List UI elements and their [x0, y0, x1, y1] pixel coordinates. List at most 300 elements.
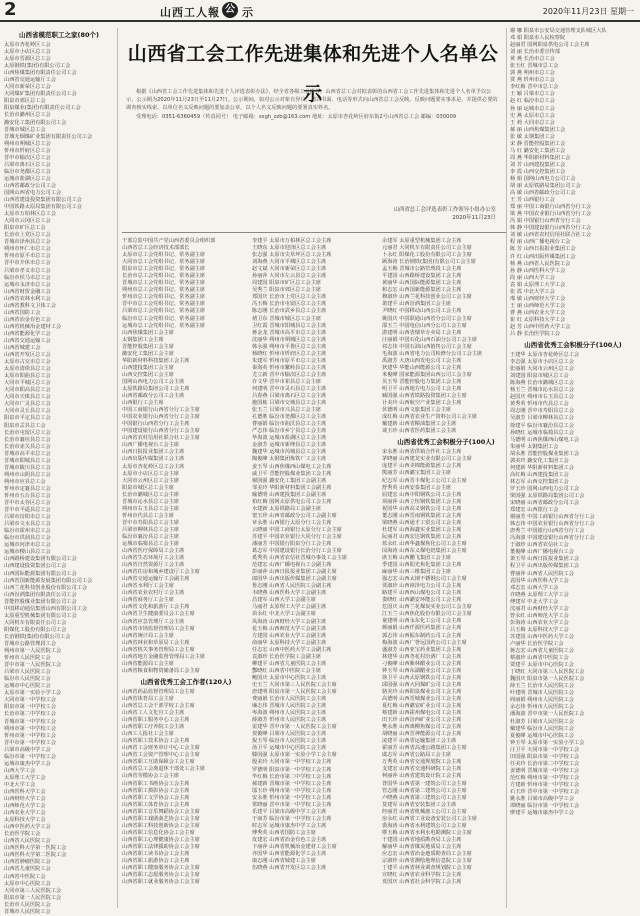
list-item: 晋城市陵川县总工会 [4, 464, 51, 471]
list-item: 雷建华 晋中市第一人民医院工会主席 [252, 724, 337, 731]
list-item: 朱丽华 太钢集团工会 [510, 443, 559, 450]
list-item: 临汾市人民医院工会 [4, 676, 51, 683]
list-item: 山西医科大学第二医院工会 [4, 852, 67, 859]
section-heading: 山西省优秀工会积极分子(100人) [524, 341, 622, 350]
list-item: 运城市康杰中学工会 [4, 760, 51, 767]
page-number: 2 [4, 0, 17, 20]
list-item: 曹丽娟 临汾市曲沃县总工会主席 [252, 421, 327, 428]
list-item: 刘 丽 长治市委宣传部 [510, 49, 560, 56]
list-item: 郝 丽 山西焦煤集团工会 [510, 126, 566, 133]
list-item: 王 丽 山西师范大学工会 [510, 302, 566, 309]
list-item: 余志伟 忻州市人民医院工会 [510, 704, 574, 711]
list-item: 晋城市人民医院工会 [4, 908, 51, 915]
list-item: 山西省儿童医院工会 [4, 866, 51, 873]
list-item: 郭 燕 朔州市总工会 [510, 70, 555, 77]
right-column [506, 28, 636, 908]
list-item: 程 丽 山西广播电视台工会 [510, 239, 571, 246]
list-item: 山西省体育局工会主席 [122, 695, 174, 702]
list-item: 长治市襄垣县总工会 [4, 436, 51, 443]
list-item: 舒秀英 山西安泰集团工会主席 [382, 484, 452, 491]
list-item: 金淑芳 运城市新绛县总工会主席 [252, 442, 327, 449]
list-item: 孙晓红 运城市临猗县总工会 [510, 429, 574, 436]
section-heading: 山西省模范职工之家(80个) [19, 31, 99, 39]
list-item: 山西焦煤集团有限责任公司工会 [4, 70, 77, 77]
list-item: 薛玉兰 长治市人民医院工会 [510, 683, 574, 690]
list-item: 山西省职工健康服务协会工会主席 [122, 865, 200, 872]
list-item: 何建新 华阳新材料集团工会 [510, 464, 574, 471]
list-item: 忻州市人民医院工会 [4, 655, 51, 662]
list-item: 许文华 晋中市祁县总工会主席 [252, 378, 322, 385]
list-item: 何建明 晋中市灵石县总工会主席 [252, 385, 327, 392]
list-item: 山西省应急管理厅工会主席 [122, 618, 185, 625]
middle-column-2 [252, 238, 380, 908]
section-badge: 公 [222, 2, 238, 18]
list-item: 禹淑芳 大唐山西发电公司工会主席 [382, 357, 462, 364]
list-item: 吴秀兰 阳泉市郊区总工会主席 [252, 287, 322, 294]
list-item: 范建宏 山西广播电视台工会副主席 [252, 562, 332, 569]
list-item: 运城市临猗县总工会主席 [122, 541, 180, 548]
list-item: 臧国强 山西省铁路投资集团工会主席 [382, 393, 467, 400]
list-item: 水建新 太原铁路局工会副主席 [252, 505, 322, 512]
list-item: 宣晓红 山西省农业科学院工会主席 [382, 872, 462, 879]
list-item: 杜淑芳 吕梁市人民医院工会 [510, 718, 574, 725]
list-item: 长治市总工会党组书记、常务副主席 [122, 273, 206, 280]
list-item: 明卫平 山西地方电力公司工会主席 [382, 385, 462, 392]
list-item: 山西省职工服务中心工会主席 [122, 717, 190, 724]
list-item: 罗德明 阳泉市第一中学校工会主席 [252, 766, 332, 773]
list-item: 邢 敏 山西财经大学工会 [510, 295, 566, 302]
list-item: 蓝永红 山西华鑫煤焦化公司工会主席 [382, 540, 467, 547]
list-item: 吕梁市人民医院工会 [4, 669, 51, 676]
list-item: 赵国庆 朔州市右玉县总工会 [510, 394, 574, 401]
list-item: 昝国华 山西省第一建筑公司工会主席 [382, 780, 467, 787]
list-item: 支建宏 山西省交通科研院工会主席 [382, 766, 462, 773]
list-item: 山西省职工信息化协会工会主席 [122, 829, 195, 836]
list-item: 吕梁市孝义市总工会 [4, 267, 51, 274]
list-item: 邱国强 山西大同煤矿公司工会主席 [382, 681, 462, 688]
list-item: 太原市万柏林区总工会 [4, 211, 56, 218]
list-item: 庞建平 山西美锦能源集团工会主席 [382, 463, 462, 470]
list-item: 酆晓红 山西省中医院工会主席 [252, 667, 322, 674]
list-item: 卢丽华 长治医学院工会 [510, 640, 564, 647]
list-item: 贾建平 太原市中心医院工会 [510, 662, 574, 669]
list-item: 晋城市城区总工会 [4, 126, 46, 133]
signoff-date: 2020年11月23日 [452, 215, 496, 221]
list-item: 太原理工大学工会 [4, 774, 46, 781]
list-item: 丁建平 山西省林业调查规划院工会主席 [382, 865, 472, 872]
list-item: 运城市稷山县总工会 [4, 549, 51, 556]
list-item: 戴建新 山西省粮油集团工会主席 [382, 421, 457, 428]
list-item: 花玉梅 山西师范大学工会副主席 [252, 625, 327, 632]
list-item: 山西省工会资产管理中心工会主席 [122, 752, 200, 759]
list-item: 昌建军 山西大学工会副主席 [252, 597, 316, 604]
list-item: 严志伟 临汾市乡宁县总工会主席 [252, 428, 327, 435]
list-item: 山西省工会财务审计中心工会主席 [122, 745, 200, 752]
list-item: 干建国 山西省地质勘查局工会主席 [382, 836, 462, 843]
list-item: 余建军 太原重型机械集团工会主席 [382, 238, 462, 244]
list-item: 山西交控集团工会主席 [122, 371, 174, 378]
list-item: 大同市总工会党组书记、常务副主席 [122, 259, 206, 266]
list-item: 华阳新材料科技集团工会主席 [122, 357, 190, 364]
list-item: 陶俊峰 太钢集团炼铁厂工会主席 [252, 456, 327, 463]
list-item: 山西省农业农村厅工会主席 [122, 590, 185, 597]
list-item: 阳煤化工股份有限公司工会 [4, 626, 67, 633]
list-item: 计美玲 山西航空产业集团工会主席 [382, 400, 462, 407]
middle-column-3 [382, 238, 510, 908]
list-item: 阳泉市城区总工会主席 [122, 484, 174, 491]
list-item: 山西路桥建设集团有限公司工会 [4, 556, 77, 563]
list-item: 吕梁市总工会党组书记、常务副主席 [122, 308, 206, 315]
list-item: 伏德明 山西文旅集团工会主席 [382, 407, 452, 414]
list-item: 大同市第一中学校工会 [4, 697, 56, 704]
list-item: 山西省总工会经济技术部部长 [122, 245, 190, 252]
list-item: 山西省职工志愿服务协会工会主席 [122, 872, 200, 879]
list-item: 山西省交通运输厅工会副主席 [122, 576, 190, 583]
list-item: 山西省职工读书协会工会主席 [122, 850, 190, 857]
list-item: 宗淑珍 山西省测绘地理信息院工会主席 [382, 858, 472, 865]
list-item: 山西省劳模协会工会主席 [122, 773, 180, 780]
list-item: 苗永红 中北大学工会副主席 [252, 611, 316, 618]
list-item: 山西日报报业集团工会主席 [122, 449, 185, 456]
list-item: 邓 娟 阳泉市人民检察院 [510, 35, 566, 42]
list-item: 晋城市泽州县总工会 [4, 239, 51, 246]
list-item: 刘建国 阳泉市城区总工会 [510, 373, 569, 380]
signoff [126, 206, 496, 222]
list-item: 曹 燕 山西农业大学工会 [510, 309, 566, 316]
list-item: 山西省人民医院工会 [4, 838, 51, 845]
list-item: 山西建设投资集团公司工会 [4, 563, 67, 570]
list-item: 姚国庆 中国联通山西省分公司工会主席 [382, 315, 472, 322]
list-item: 魏建华 运城市芮城县总工会主席 [252, 449, 327, 456]
list-item: 山西省冶金有色工会 [4, 316, 51, 323]
list-item: 山西省职工法律援助协会工会主席 [122, 843, 200, 850]
list-item: 李志强 太原市小店区总工会 [510, 359, 574, 366]
list-item: 奚秀英 山西省农信社晋城办事处工会主席 [252, 555, 348, 562]
list-item: 喻德明 山西建投集团工会副主席 [252, 491, 327, 498]
list-item: 杨晓红 忻州市忻府区总工会主席 [252, 350, 327, 357]
list-item: 山西省农村信用社联合社工会主席 [122, 435, 200, 442]
list-item: 陈 芳 山西日报报业集团工会 [510, 246, 576, 253]
list-item: 山西省中医院工会 [4, 873, 46, 880]
list-item: 太原市杏花岭区总工会主席 [122, 463, 185, 470]
list-item: 国网山西电力公司工会主席 [122, 378, 185, 385]
list-item: 山西工人报社工会主席 [122, 731, 174, 738]
list-item: 麻丽华 山西三维集团工会主席 [382, 569, 452, 576]
list-item: 穆淑珍 山西兰花科技创业公司工会主席 [382, 294, 472, 301]
list-item: 时志军 运城市康杰中学工会主席 [252, 822, 327, 829]
list-item: 伍晓燕 山西省开发区总工会主席 [252, 865, 327, 872]
list-item: 运城市盐湖区总工会 [4, 175, 51, 182]
list-item: 汤卫平 运城市中心医院工会主席 [252, 745, 327, 752]
list-item: 许 红 山西出版传媒集团工会 [510, 253, 576, 260]
list-item: 崔 红 太原科技大学工会 [510, 316, 566, 323]
list-item: 郝建新 晋城市第一中学校工会主席 [252, 780, 332, 787]
list-item: 俞丽华 太原科技大学工会副主席 [252, 639, 327, 646]
list-item: 吕梁市文水县总工会 [4, 521, 51, 528]
list-item: 忻州市五台县总工会 [4, 493, 51, 499]
paper-name: 山西工人報 [160, 6, 220, 19]
list-item: 张丽娟 大同市云州区总工会 [510, 366, 574, 373]
list-item: 太原市小店区总工会 [4, 49, 51, 56]
list-item: 萧建平 山西汾酒集团工会主席 [382, 301, 452, 308]
list-item: 山西省总工会干部学校工会主席 [122, 703, 195, 709]
list-item: 晋中市第一中学校工会 [4, 739, 56, 746]
list-item: 山西省文化和旅游厅工会主席 [122, 604, 190, 611]
list-item: 娄晓红 山西潞安环能公司工会主席 [382, 597, 462, 604]
list-item: 宋永胜 山西省供销合作社工会主席 [382, 449, 462, 456]
list-item: 吕梁市高级中学工会 [4, 746, 51, 753]
list-item: 刁俊峰 山西紫林醋业公司工会主席 [382, 660, 462, 667]
list-item: 山西建投集团工会主席 [122, 364, 174, 371]
list-item: 吕 静 长治医学院工会 [510, 331, 560, 338]
list-item: 林建华 山西杏花村汾酒厂工会主席 [382, 653, 462, 660]
list-item: 运城市河津市总工会 [4, 542, 51, 549]
list-item: 杨玉兰 晋城市沁水县总工会 [510, 387, 574, 394]
page-title: 山西省工会工作先进集体和先进个人名单公示 [127, 43, 499, 105]
list-item: 朔州市第一中学校工会 [4, 725, 56, 732]
list-item: 阳泉煤业(集团)有限责任公司工会 [4, 105, 81, 112]
list-item: 魏国庆 阳泉市第一人民医院工会 [510, 676, 585, 683]
list-item: 阳泉市第一中学校工会 [4, 704, 56, 711]
list-item: 山西省卫生健康委员会工会主席 [122, 611, 195, 618]
list-item: 邓志宏 山西大学工会 [510, 584, 559, 591]
list-item: 赵 红 临汾市总工会 [510, 98, 555, 105]
list-item: 平建国 山西路桥建设集团工会主席 [382, 273, 462, 280]
list-item: 阳泉市总工会党组书记、常务副主席 [122, 266, 206, 273]
list-item: 山西农业大学工会 [4, 810, 46, 817]
entry-list [382, 238, 510, 886]
list-item: 郎国华 山西出版传媒集团工会副主席 [252, 576, 337, 583]
list-item: 冯海波 中国建设银行山西省分行工会 [510, 535, 595, 542]
list-item: 山西省职工书画协会工会主席 [122, 780, 190, 787]
list-item: 卜永红 阳煤化工股份有限公司工会主席 [382, 252, 472, 259]
list-item: 唐建明 阳泉市第一人民医院工会主席 [252, 689, 337, 695]
list-item: 任美玲 长治市第二中学校工会 [510, 760, 580, 767]
list-item: 李建平 太原市万柏林区总工会主席 [252, 238, 332, 244]
list-item: 长治市潞州区总工会 [4, 112, 51, 119]
list-item: 祝国华 山西高义钢铁公司工会主席 [382, 505, 462, 512]
list-item: 晋中市介休市总工会 [4, 260, 51, 267]
list-item: 山西省住房和城乡建设厅工会主席 [122, 569, 200, 576]
list-item: 临汾市第一中学校工会 [4, 753, 56, 760]
list-item: 汪丽娟 中国石化山西石油分公司工会主席 [382, 336, 478, 343]
list-item: 屈建宏 山西中阳钢铁公司工会主席 [382, 491, 462, 498]
list-item: 长治钢铁(集团)有限公司工会 [4, 633, 71, 640]
list-item: 山西省职工文学协会工会主席 [122, 794, 190, 801]
list-item: 大同机车有限责任公司工会 [4, 619, 67, 626]
list-item: 高德明 山西晋城煤业公司工会主席 [382, 695, 462, 702]
list-item: 皮建宏 山西省冶金有色工会主席 [252, 836, 327, 843]
list-item: 乐建平 吕梁市高级中学工会主席 [252, 808, 327, 815]
list-item: 临汾市尧都区总工会 [4, 168, 51, 175]
list-item: 山西省城建工会 [4, 345, 41, 352]
list-item: 陈海燕 长治市潞城区总工会 [510, 380, 574, 387]
list-item: 山西财经大学工会 [4, 796, 46, 803]
list-item: 毛海波 山西省电力公司检修分公司工会主席 [382, 350, 483, 357]
list-item: 沈丽君 山西财经大学工会 [510, 605, 569, 612]
list-item: 山西出版传媒集团工会主席 [122, 456, 185, 463]
list-item: 卫红霞 晋城市阳城县总工会主席 [252, 322, 327, 329]
list-item: 柳建平 山西省儿童医院工会主席 [252, 660, 327, 667]
list-item: 阳泉市平定县总工会 [4, 415, 51, 422]
list-item: 赵 芳 山西中医药大学工会 [510, 323, 571, 330]
list-item: 卢晓燕 山西省第三建筑公司工会主席 [382, 794, 467, 801]
list-item: 太原市古交市总工会 [4, 359, 51, 366]
list-item: 元丽君 大同机车有限责任公司工会主席 [382, 245, 472, 252]
masthead [0, 0, 640, 22]
list-item: 山西省自然资源厅工会主席 [122, 562, 185, 569]
list-item: 岑海波 朔州市人民医院工会主席 [252, 710, 327, 717]
list-item: 骆美玲 山西阳泉煤业公司工会主席 [382, 688, 462, 695]
list-item: 纪志军 山西晋丰煤化工公司工会主席 [382, 477, 467, 484]
list-item: 大同市广灵县总工会 [4, 401, 51, 408]
list-item: 长治市屯留区总工会 [4, 429, 51, 436]
list-item: 山西焦煤集团工会主席 [122, 329, 174, 336]
list-item: 吕梁市汾阳市总工会 [4, 514, 51, 521]
list-item: 齐国华 山西省能源化学工会主席 [252, 851, 327, 858]
list-item: 夏俊峰 运城市中心医院工会 [510, 732, 574, 739]
list-item: 山西省职工科技创新协会工会主席 [122, 822, 200, 829]
list-item: 曾永红 山西师范大学工会 [510, 612, 569, 619]
list-item: 太原市阳曲县总工会 [4, 373, 51, 380]
list-item: 晋城市阳城县总工会 [4, 457, 51, 464]
list-item: 施国栋 吕梁市交城县总工会主席 [252, 400, 327, 407]
list-item: 山西省交通运输厅工会 [4, 77, 56, 84]
list-item: 周志刚 晋中市寿阳县总工会 [510, 408, 574, 415]
list-item: 长治市人民医院工会 [4, 901, 51, 908]
middle-column-1 [122, 238, 250, 908]
list-item: 谢丽芳 中国工商银行山西省分行工会 [510, 514, 595, 521]
list-item: 湛建明 山西省烟草专卖局工会主席 [382, 329, 462, 336]
list-item: 丁晓红 大同市第三人民医院工会 [510, 669, 585, 676]
list-item: 晋中市寿阳县总工会主席 [122, 519, 180, 526]
list-item: 梁国强 太原铁路局集团公司工会 [510, 493, 585, 499]
list-item: 长治市第二中学校工会 [4, 711, 56, 718]
list-item: 山西省财贸金融工会 [4, 288, 51, 295]
list-item: 萧玉琴 山西日报报业集团工会 [510, 556, 580, 563]
list-item: 运城市永济市总工会 [4, 281, 51, 288]
list-item: 杜建军 山西海鑫实业集团工会主席 [382, 526, 462, 533]
list-item: 褚卫东 晋城市城区总工会主席 [252, 315, 322, 322]
list-item: 史 燕 太原市总工会 [510, 112, 555, 119]
list-item: 罗玉珍 国网山西电力公司工会 [510, 485, 580, 492]
list-item: 大同市云冈区总工会 [4, 218, 51, 225]
list-item: 蒋志宏 山西省儿童医院工会 [510, 648, 574, 655]
list-item: 袁国华 山西医科大学工会 [510, 577, 569, 584]
list-item: 季建国 山西阳光焦化集团工会主席 [382, 562, 462, 569]
list-item: 沈丽华 朔州市朔城区总工会主席 [252, 336, 327, 343]
list-item: 干部总监中国共产党山西省委员会组织部 [122, 238, 216, 244]
list-item: 滕国强 太原市第一实验小学工会主席 [252, 752, 337, 759]
list-item: 裘海涛 山西省水利建筑公司工会主席 [382, 822, 467, 829]
list-item: 山西省开发区总工会 [4, 352, 51, 359]
list-item: 朔州市右玉县总工会主席 [122, 505, 180, 512]
list-item: 邵玉兰 中国电信山西分公司工会主席 [382, 322, 467, 329]
list-item: 鲁志刚 山西省人民医院工会副主席 [252, 583, 332, 590]
list-item: 阳泉市郊区总工会 [4, 98, 46, 105]
list-item: 晋中市太谷区总工会 [4, 500, 51, 507]
list-item: 杨 娟 国网山西电力公司工会 [510, 175, 576, 182]
list-item: 霍丽芳 山西省高速公路集团工会主席 [382, 745, 467, 752]
list-item: 梅海波 山西广誉远国药公司工会主席 [382, 639, 467, 646]
list-item: 邬玉珍 朔州市第一中学校工会主席 [252, 787, 332, 794]
list-item: 任志宏 山西中医药大学工会副主席 [252, 646, 332, 653]
list-item: 薛淑芳 忻州市人民医院工会主席 [252, 717, 327, 724]
list-item: 梁 燕 中国农业银行山西省分行工会 [510, 211, 592, 218]
list-item: 窦玉珍 山西省邮政分公司工会副主席 [252, 512, 337, 519]
list-item: 朔州市山阴县总工会 [4, 471, 51, 478]
entry-list [4, 42, 114, 916]
list-item: 吕梁市离石区总工会 [4, 161, 51, 168]
list-item: 叶建明 晋城市人民医院工会 [510, 690, 574, 697]
list-item: 山西大学工会 [4, 767, 36, 774]
list-item: 谢国强 潞安化工集团工会副主席 [252, 477, 327, 484]
list-item: 刘 芳 山西建投集团工会 [510, 161, 566, 168]
list-item: 山西省机械冶金建材工会 [4, 323, 62, 330]
list-item: 山西省教科文卫体工会 [4, 302, 56, 309]
list-item: 长治医学院工会 [4, 831, 41, 838]
list-item: 中国移动通信集团山西有限公司工会 [4, 605, 88, 612]
list-item: 方建新 忻州市第一中学校工会 [510, 781, 580, 788]
list-item: 吕春燕 吕梁市离石区总工会主席 [252, 393, 327, 400]
list-item: 山西省职工心理健康协会工会主席 [122, 836, 200, 843]
list-item: 方建国 山西农业大学工会副主席 [252, 632, 327, 639]
list-item: 谈玉珍 山西省医药集团工会主席 [382, 428, 457, 435]
list-item: 毕红梅 长治市第二中学校工会主席 [252, 773, 332, 780]
list-item: 潘丽芳 中国银行阳泉分行工会主席 [252, 541, 332, 548]
list-item: 康志刚 山西省城建工会主席 [252, 858, 316, 865]
list-item: 山西省职工互助保障会工会主席 [122, 759, 195, 766]
list-item: 中国建设银行山西省分行工会主席 [122, 428, 200, 435]
list-item: 王 芳 山西银行工会 [510, 197, 555, 204]
list-item: 山西省交通运输工会 [4, 337, 51, 344]
list-item: 山西省职工旅游协会工会主席 [122, 858, 190, 865]
list-item: 马德明 山西焦煤西山煤电工会 [510, 436, 580, 443]
list-item: 汪卫平 大同市第一中学校工会 [510, 746, 580, 753]
list-item: 朔州市第一人民医院工会 [4, 648, 62, 655]
list-item: 苏建平 中国农业银行大同分行工会主席 [252, 533, 342, 540]
list-item: 吴淑芳 吕梁市柳林县总工会 [510, 415, 574, 422]
list-item: 晋城无烟煤矿业集团有限责任公司工会 [4, 133, 93, 140]
list-item: 赵丽君 国网阳泉供电公司工会主席 [510, 42, 590, 49]
list-item: 蔡淑珍 山西省中医院工会 [510, 655, 569, 662]
list-item: 太原市杏花岭区工会 [4, 42, 51, 48]
list-item: 山西省肿瘤医院工会 [4, 859, 51, 866]
list-item: 大同市灵丘县总工会 [4, 408, 51, 415]
list-item: 高 敏 山西省邮政分公司工会 [510, 190, 576, 197]
list-item: 山西中医药大学工会 [4, 824, 51, 831]
list-item: 姜玉琴 山西焦煤西山煤电工会主席 [252, 463, 332, 470]
list-item: 黄 燕 长治市总工会 [510, 56, 555, 63]
list-item: 郑国庆 长治市上党区总工会主席 [252, 294, 327, 301]
list-item: 山西省邮政分公司工会主席 [122, 393, 185, 400]
list-item: 尹晓红 中国移动山西公司工会主席 [382, 308, 462, 315]
list-item: 傅建军 中北大学工会 [510, 598, 559, 605]
list-item: 忻州市忻府区总工会 [4, 147, 51, 154]
list-item: 临汾市总工会党组书记、常务副主席 [122, 315, 206, 322]
list-item: 山西省建设投资集团有限公司工会 [4, 197, 82, 204]
list-item: 山西省工人文化宫工会主席 [122, 710, 185, 717]
list-item: 李红梅 晋中市总工会 [510, 84, 559, 91]
list-item: 经丽君 山西省机械施工公司工会主席 [382, 808, 467, 815]
list-item: 周建国 阳泉市矿区总工会主席 [252, 280, 322, 287]
list-item: 闵海涛 山西东义煤电铝集团工会主席 [382, 547, 467, 554]
list-item: 朔州市应县总工会 [4, 478, 46, 485]
list-item: 谭晓丽 临汾市第一中学校工会 [510, 803, 580, 810]
list-item: 山西省总工会离退休干部处工会主席 [122, 766, 206, 773]
list-item: 房永红 山西省工业设备安装公司工会主席 [382, 815, 478, 822]
list-item: 于丽芳 临汾市第一中学校工会主席 [252, 815, 332, 822]
